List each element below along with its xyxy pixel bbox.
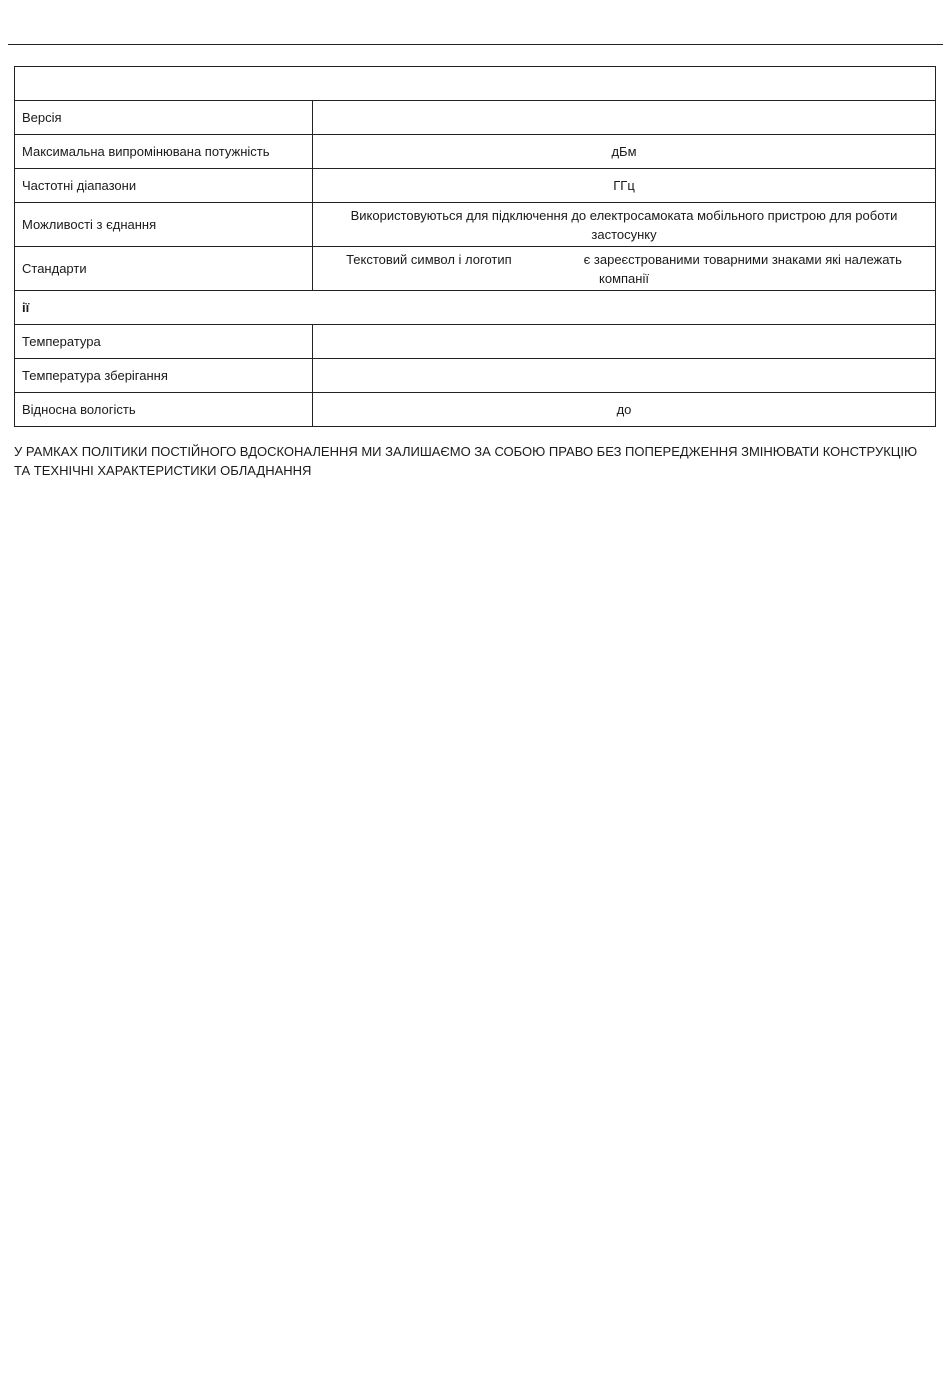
row-label-humidity: Відносна вологість: [15, 393, 313, 427]
row-label-version: Версія: [15, 101, 313, 135]
disclaimer-note: У РАМКАХ ПОЛІТИКИ ПОСТІЙНОГО ВДОСКОНАЛЕННЯ МИ ЗАЛИШАЄМО ЗА СОБОЮ ПРАВО БЕЗ ПОПЕРЕДЖЕННЯ ЗМІНЮВАТИ КОНСТРУКЦІЮ ТА ТЕХНІЧНІ ХАРАКТЕРИСТИКИ ОБЛАДНАННЯ: [14, 444, 918, 478]
table-row: [15, 169, 936, 203]
standards-text-part1: Текстовий символ і логотип: [346, 251, 512, 267]
row-value-connectivity: Використовуються для підключення до електросамоката мобільного пристрою для роботи застосунку: [313, 203, 936, 247]
section-row: [15, 291, 936, 325]
top-divider: [8, 44, 943, 45]
row-value-frequency: ГГц: [313, 169, 936, 203]
row-value-temperature: [313, 325, 936, 359]
standards-text-part2: є зареєстрованими товарними знаками які належать компанії: [583, 251, 902, 286]
table-row: [15, 325, 936, 359]
table-row: [15, 247, 936, 291]
table-row: [15, 101, 936, 135]
row-value-storage-temperature: [313, 359, 936, 393]
row-value-standards: [313, 247, 936, 291]
row-label-storage-temperature: Температура зберігання: [15, 359, 313, 393]
row-label-max-power: Максимальна випромінювана потужність: [15, 135, 313, 169]
row-value-version: [313, 101, 936, 135]
table-header-row: [15, 67, 936, 101]
table-row: [15, 359, 936, 393]
table-header: [15, 67, 936, 101]
row-value-humidity: до: [313, 393, 936, 427]
section-label: ії: [15, 291, 936, 325]
table-row: [15, 135, 936, 169]
row-label-connectivity: Можливості з єднання: [15, 203, 313, 247]
table-row: [15, 203, 936, 247]
row-label-temperature: Температура: [15, 325, 313, 359]
table-row: [15, 393, 936, 427]
row-value-max-power: дБм: [313, 135, 936, 169]
row-label-standards: Стандарти: [15, 247, 313, 291]
row-label-frequency: Частотні діапазони: [15, 169, 313, 203]
specifications-table: [14, 66, 936, 427]
